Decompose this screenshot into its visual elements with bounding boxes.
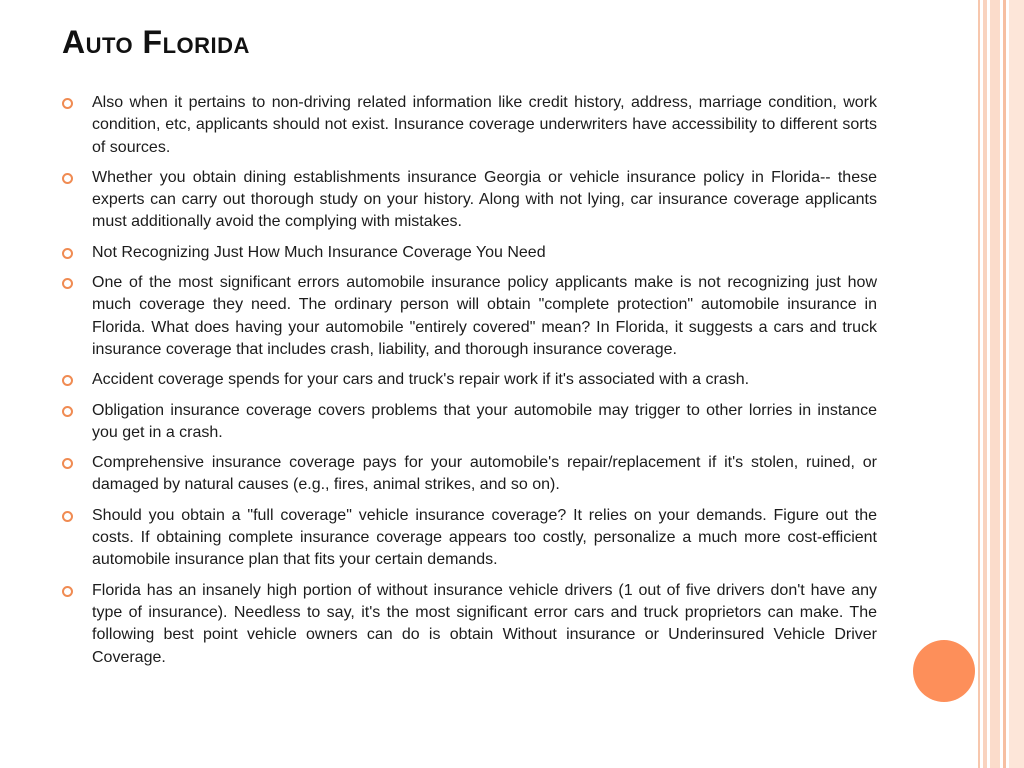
bullet-text: Should you obtain a "full coverage" vehicle insurance coverage? It relies on your demands. Figure out the costs. If obtaining complete insurance coverage appears too costly, personalize a much more cost-efficient automobile insurance plan that fits your certain demands. bbox=[92, 506, 877, 569]
bullet-text: Obligation insurance coverage covers problems that your automobile may trigger to other lorries in instance you get in a crash. bbox=[92, 401, 877, 441]
bullet-item bbox=[62, 272, 877, 361]
bullet-item bbox=[62, 369, 877, 391]
stripe bbox=[1009, 0, 1024, 768]
bullet-circle-icon bbox=[62, 406, 73, 417]
bullet-circle-icon bbox=[62, 173, 73, 184]
stripe bbox=[1003, 0, 1006, 768]
bullet-item bbox=[62, 452, 877, 497]
decorative-orange-circle bbox=[913, 640, 975, 702]
bullet-item bbox=[62, 505, 877, 572]
bullet-circle-icon bbox=[62, 278, 73, 289]
bullet-text: Comprehensive insurance coverage pays for your automobile's repair/replacement if it's stolen, ruined, or damaged by natural causes (e.g., fires, animal strikes, and so on). bbox=[92, 454, 877, 494]
bullet-item bbox=[62, 580, 877, 669]
bullet-text: One of the most significant errors automobile insurance policy applicants make is not recognizing just how much coverage they need. The ordinary person will obtain "complete protection" automobile insurance in Florida. What does having your automobile "entirely covered" mean? In Florida, it suggests a cars and truck insurance coverage that includes crash, liability, and thorough insurance coverage. bbox=[92, 274, 877, 358]
decorative-stripes bbox=[978, 0, 1024, 768]
bullet-circle-icon bbox=[62, 98, 73, 109]
bullet-text: Accident coverage spends for your cars and truck's repair work if it's associated with a crash. bbox=[92, 371, 750, 389]
bullet-item bbox=[62, 167, 877, 234]
bullet-list bbox=[62, 92, 877, 677]
bullet-text: Also when it pertains to non-driving related information like credit history, address, marriage condition, work condition, etc, applicants should not exist. Insurance coverage underwriters have accessibility to different sorts of sources. bbox=[92, 94, 877, 156]
stripe bbox=[978, 0, 980, 768]
bullet-circle-icon bbox=[62, 248, 73, 259]
bullet-text: Whether you obtain dining establishments insurance Georgia or vehicle insurance policy in Florida-- these experts can carry out thorough study on your history. Along with not lying, car insurance coverage applicants must additionally avoid the complying with mistakes. bbox=[92, 168, 877, 231]
stripe bbox=[990, 0, 1000, 768]
bullet-text: Not Recognizing Just How Much Insurance Coverage You Need bbox=[92, 243, 546, 261]
bullet-item bbox=[62, 242, 877, 264]
bullet-item bbox=[62, 400, 877, 445]
bullet-text: Florida has an insanely high portion of without insurance vehicle drivers (1 out of five drivers don't have any type of insurance). Needless to say, it's the most significant error cars and truck proprietors can make. The following best point vehicle owners can do is obtain Without insurance or Underinsured Vehicle Driver Coverage. bbox=[92, 581, 877, 666]
bullet-item bbox=[62, 92, 877, 159]
bullet-circle-icon bbox=[62, 586, 73, 597]
bullet-circle-icon bbox=[62, 458, 73, 469]
bullet-circle-icon bbox=[62, 511, 73, 522]
slide-title: Auto Florida bbox=[62, 24, 250, 60]
bullet-circle-icon bbox=[62, 375, 73, 386]
stripe bbox=[983, 0, 987, 768]
